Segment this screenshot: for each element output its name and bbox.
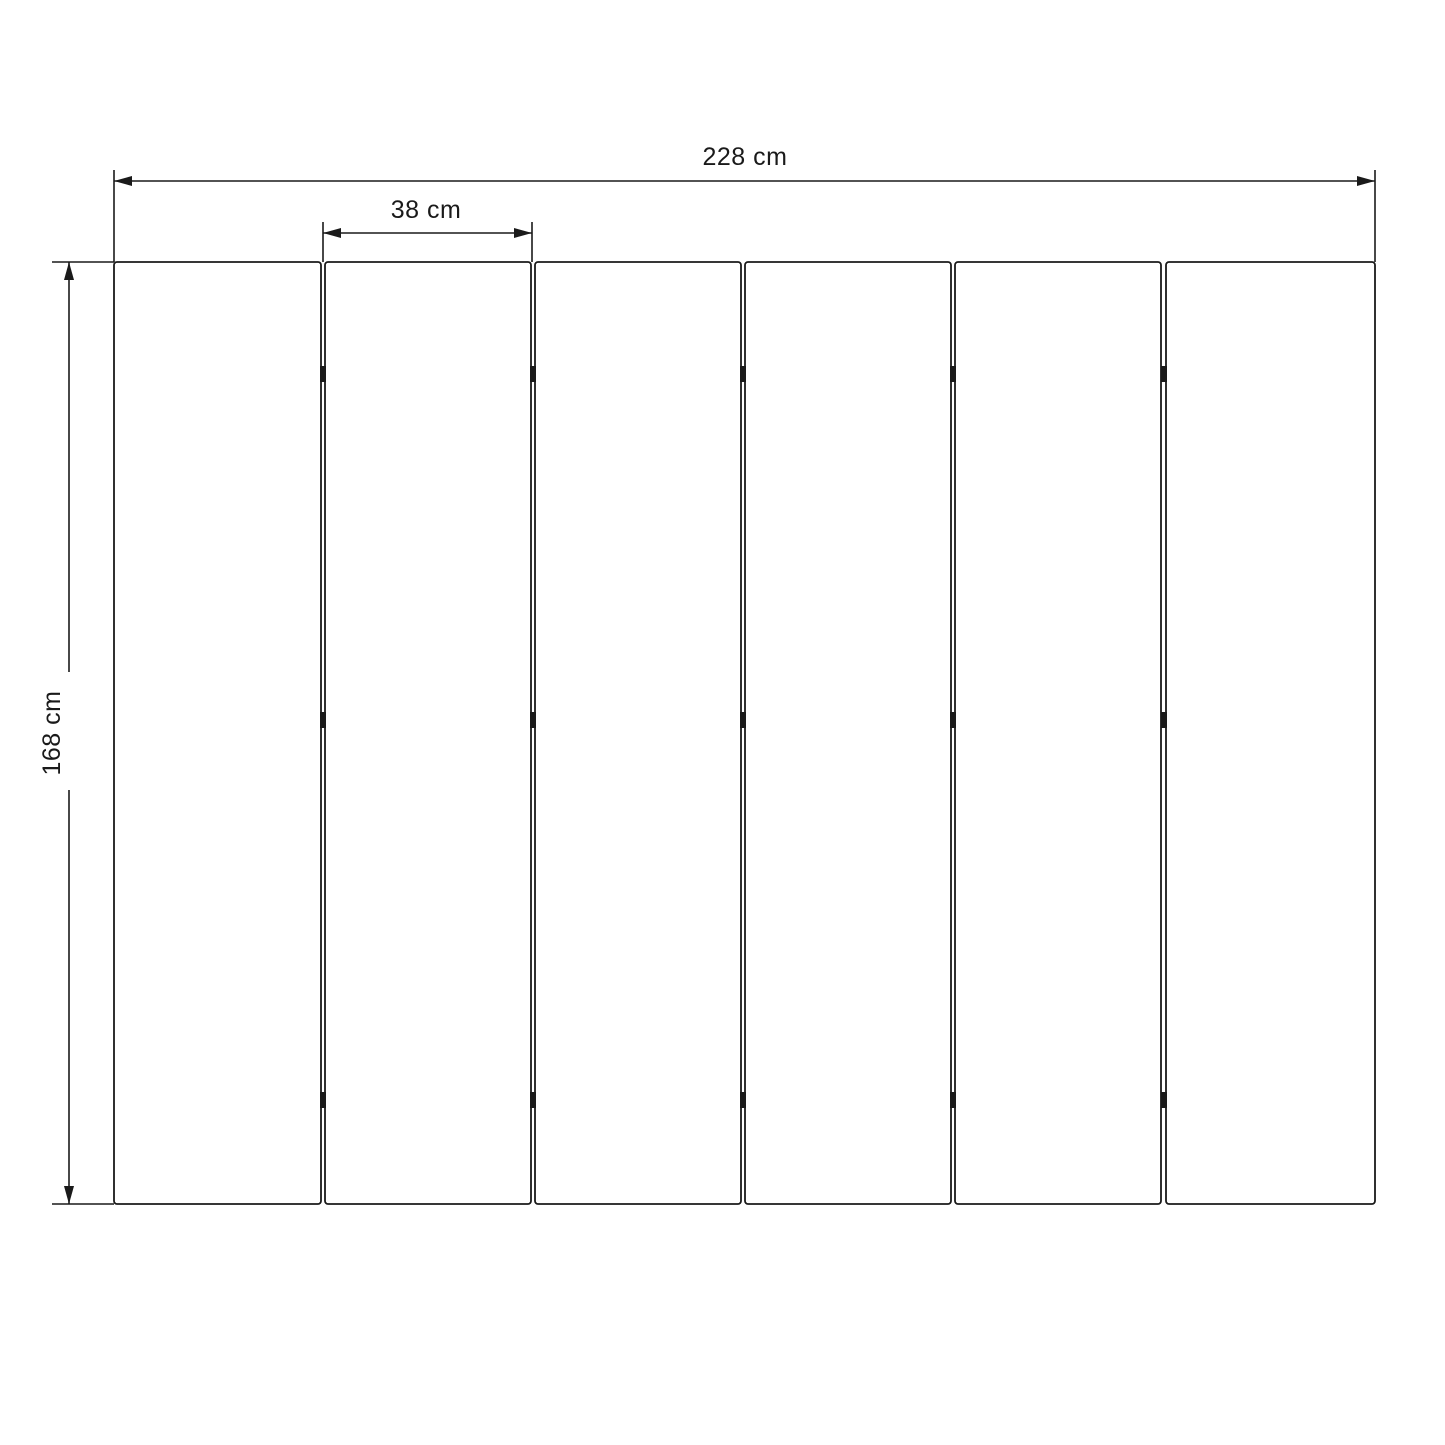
hinge-icon — [530, 366, 536, 382]
hinge-icon — [1161, 1092, 1167, 1108]
arrowhead-right-icon — [1357, 176, 1375, 186]
hinge-icon — [740, 366, 746, 382]
total-width-label: 228 cm — [702, 143, 788, 171]
arrowhead-bottom-icon — [64, 1186, 74, 1204]
panel-4[interactable] — [745, 262, 951, 1204]
hinge-icon — [740, 1092, 746, 1108]
panel-5[interactable] — [955, 262, 1161, 1204]
hinge-icon — [1161, 712, 1167, 728]
arrowhead-right-icon — [514, 228, 532, 238]
hinge-icon — [320, 712, 326, 728]
hinge-icon — [950, 712, 956, 728]
panel-width-label: 38 cm — [390, 196, 462, 224]
arrowhead-left-icon — [114, 176, 132, 186]
arrowhead-top-icon — [64, 262, 74, 280]
panel-3[interactable] — [535, 262, 741, 1204]
panel-1[interactable] — [114, 262, 321, 1204]
hinge-icon — [950, 366, 956, 382]
height-dimension — [38, 262, 114, 1204]
hinge-icon — [740, 712, 746, 728]
hinge-icon — [320, 1092, 326, 1108]
hinge-icon — [1161, 366, 1167, 382]
panel-2[interactable] — [325, 262, 531, 1204]
hinge-icon — [320, 366, 326, 382]
panel-6[interactable] — [1166, 262, 1375, 1204]
panel-group — [114, 262, 1375, 1204]
arrowhead-left-icon — [323, 228, 341, 238]
total-width-dimension — [114, 140, 1375, 262]
height-label: 168 cm — [38, 690, 66, 776]
hinge-icon — [530, 1092, 536, 1108]
panel-width-dimension — [323, 192, 532, 262]
hinge-icon — [530, 712, 536, 728]
hinge-icon — [950, 1092, 956, 1108]
